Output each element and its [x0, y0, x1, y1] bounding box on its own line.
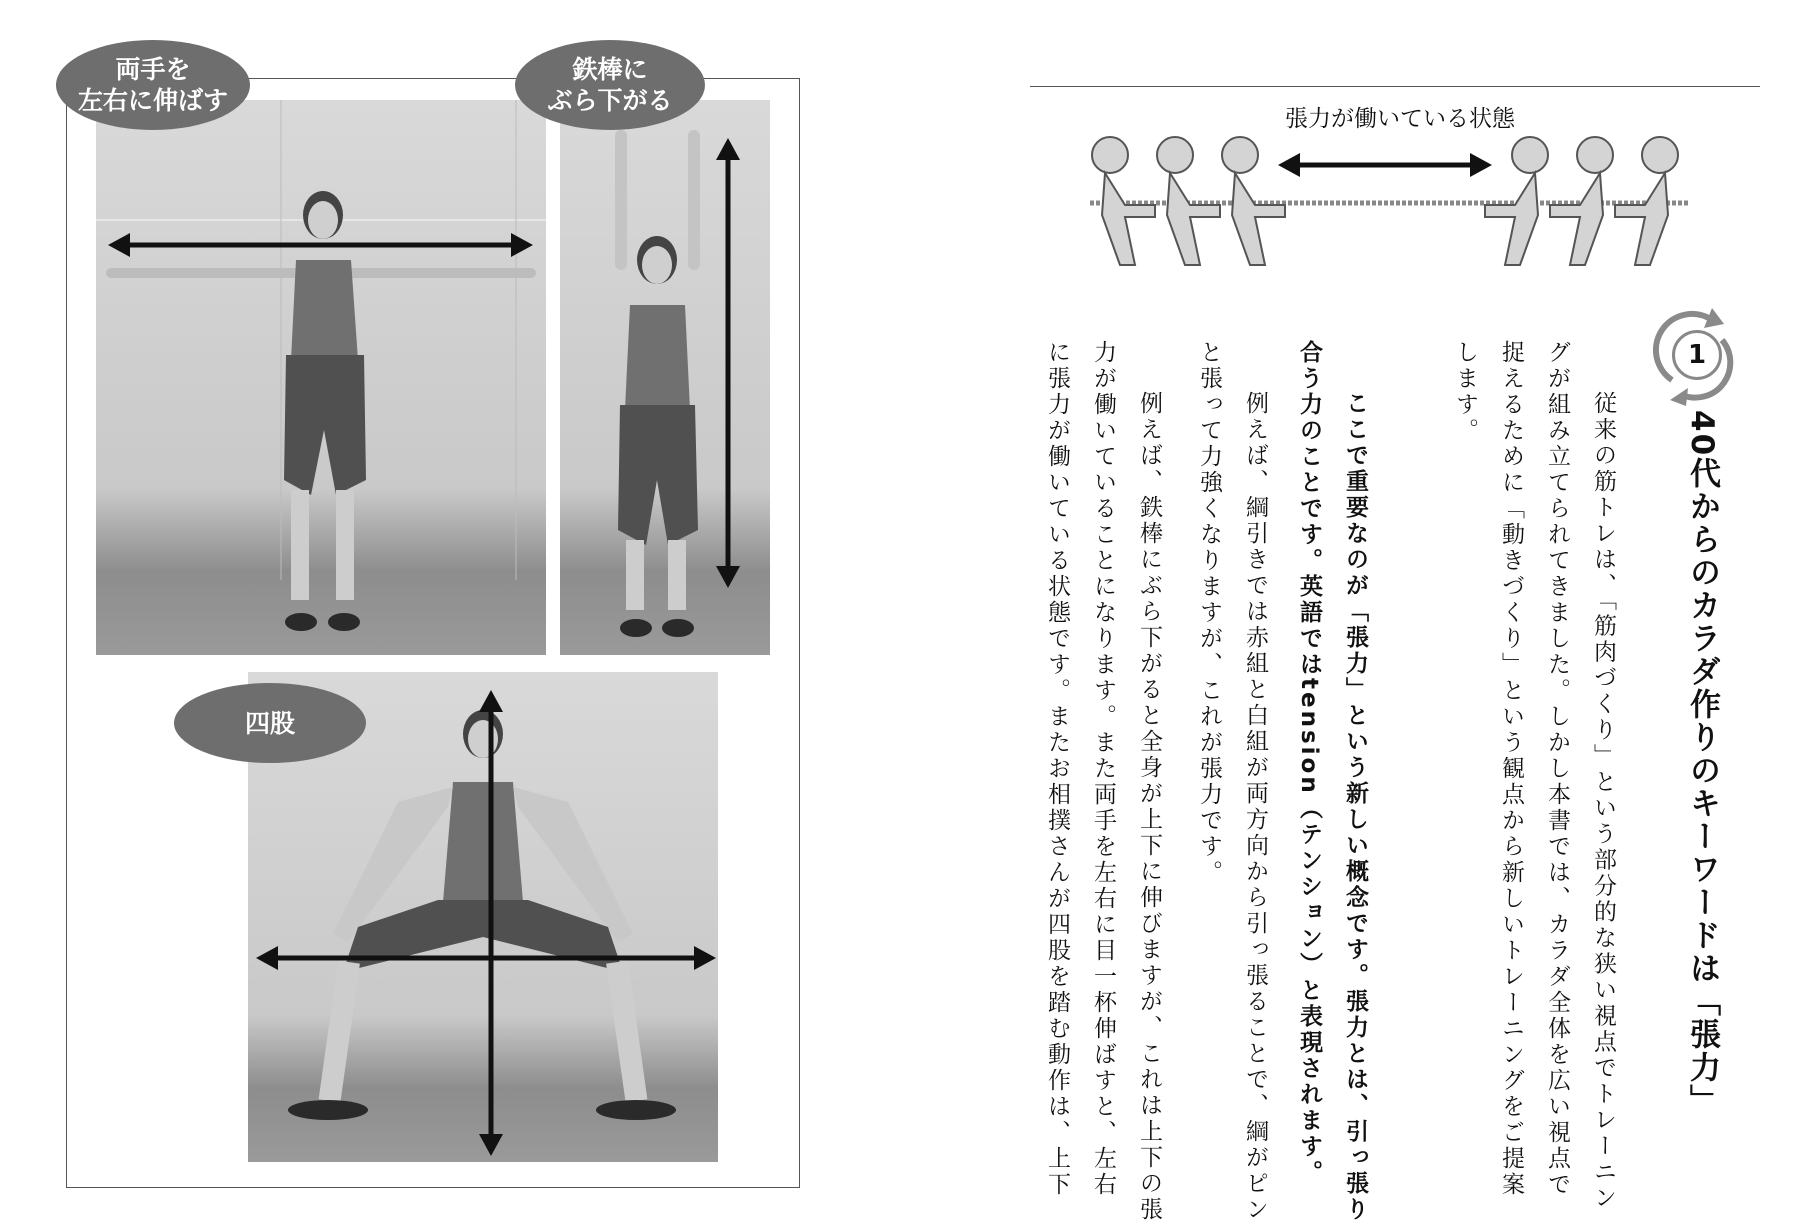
body-line-7: 例えば、鉄棒にぶら下がると全身が上下に伸びますが、これは上下の張 [1136, 365, 1162, 1223]
emphasis-line-1: ここで重要なのが「張力」という新しい概念です。張力とは、引っ張り [1342, 365, 1368, 1223]
body-line-1: 従来の筋トレは、「筋肉づくり」という部分的な狭い視点でトレーニン [1590, 365, 1616, 1212]
label-shiko [174, 683, 366, 763]
photo-arms-extended [96, 100, 546, 655]
section-number-badge: 1 [1672, 330, 1722, 380]
label-shiko-text: 四股 [244, 708, 295, 738]
woman-figure-arms [96, 100, 546, 655]
body-line-6: と張って力強くなりますが、これが張力です。 [1196, 340, 1222, 886]
tug-of-war-diagram [1080, 125, 1700, 295]
body-line-9: に張力が働いている状態です。またお相撲さんが四股を踏む動作は、上下 [1044, 340, 1070, 1198]
label-hanging-bar [515, 40, 705, 130]
body-line-8: 力が働いていることになります。また両手を左右に目一杯伸ばすと、左右 [1090, 340, 1116, 1198]
diagram-title: 張力が働いている状態 [1285, 106, 1515, 132]
shiko-vertical-arrow-icon [476, 690, 506, 1156]
body-line-2: グが組み立てられてきました。しかし本書では、カラダ全体を広い視点で [1544, 340, 1570, 1198]
body-line-3: 捉えるために「動きづくり」という観点から新しいトレーニングをご提案 [1498, 340, 1524, 1198]
label-arms-extended [56, 40, 250, 130]
label-arms-line1: 両手を [115, 55, 191, 84]
body-line-4: します。 [1452, 340, 1478, 444]
label-bar-line1: 鉄棒に [572, 55, 648, 84]
header-rule [1030, 86, 1760, 87]
label-arms-line2: 左右に伸ばす [77, 86, 228, 115]
section-heading: 40代からのカラダ作りのキーワードは「張力」 [1684, 410, 1720, 1118]
horizontal-double-arrow-icon [108, 230, 533, 260]
body-line-5: 例えば、綱引きでは赤組と白組が両方向から引っ張ることで、綱がピン [1242, 365, 1268, 1223]
vertical-double-arrow-icon [713, 138, 743, 588]
label-bar-line2: ぶら下がる [547, 86, 673, 115]
emphasis-line-2: 合う力のことです。英語ではtension（テンション）と表現されます。 [1296, 340, 1322, 1186]
